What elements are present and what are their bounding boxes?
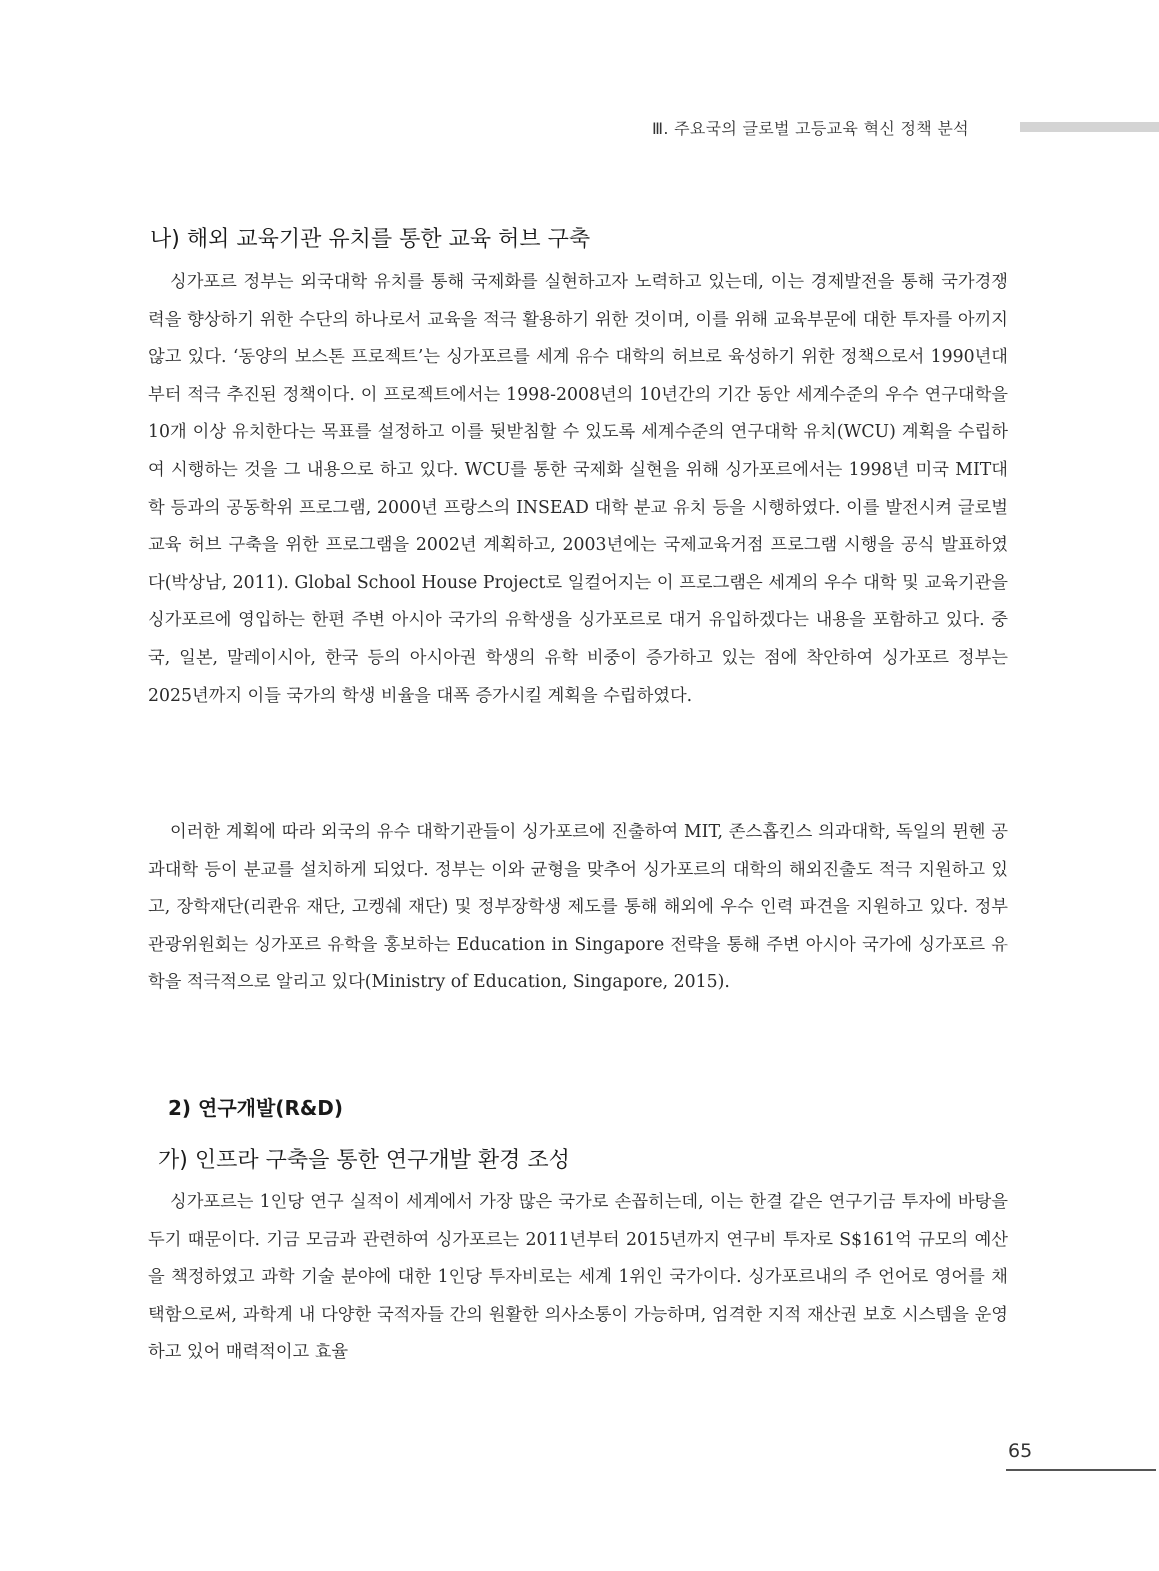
footer-rule (1006, 1469, 1156, 1471)
page-number: 65 (1008, 1440, 1033, 1462)
subsection-title-na: 나) 해외 교육기관 유치를 통한 교육 허브 구축 (150, 227, 591, 252)
header-decoration-bar (1020, 122, 1159, 132)
paragraph-education-hub-1: 싱가포르 정부는 외국대학 유치를 통해 국제화를 실현하고자 노력하고 있는데, 이는 경제발전을 통해 국가경쟁력을 향상하기 위한 수단의 하나로서 교육을 적극 활용하기 위한 것이며, 이를 위해 교육부문에 대한 투자를 아끼지 않고 있다. ‘동양의 보스톤 프로젝트’는 싱가포르를 세계 유수 대학의 허브로 육성하기 위한 정책으로서 1990년대부터 적극 추진된 정책이다. 이 프로젝트에서는 1998-2008년의 10년간의 기간 동안 세계수준의 우수 연구대학을 10개 이상 유치한다는 목표를 설정하고 이를 뒷받침할 수 있도록 세계수준의 연구대학 유치(WCU) 계획을 수립하여 시행하는 것을 그 내용으로 하고 있다. WCU를 통한 국제화 실현을 위해 싱가포르에서는 1998년 미국 MIT대학 등과의 공동학위 프로그램, 2000년 프랑스의 INSEAD 대학 분교 유치 등을 시행하였다. 이를 발전시켜 글로벌 교육 허브 구축을 위한 프로그램을 2002년 계획하고, 2003년에는 국제교육거점 프로그램 시행을 공식 발표하였다(박상남, 2011). Global School House Project로 일컬어지는 이 프로그램은 세계의 우수 대학 및 교육기관을 싱가포르에 영입하는 한편 주변 아시아 국가의 유학생을 싱가포르로 대거 유입하겠다는 내용을 포함하고 있다. 중국, 일본, 말레이시아, 한국 등의 아시아권 학생의 유학 비중이 증가하고 있는 점에 착안하여 싱가포르 정부는 2025년까지 이들 국가의 학생 비율을 대폭 증가시킬 계획을 수립하였다. (148, 272, 1008, 706)
subsection-title-ga: 가) 인프라 구축을 통한 연구개발 환경 조성 (158, 1148, 570, 1173)
paragraph-rnd-infrastructure: 싱가포르는 1인당 연구 실적이 세계에서 가장 많은 국가로 손꼽히는데, 이는 한결 같은 연구기금 투자에 바탕을 두기 때문이다. 기금 모금과 관련하여 싱가포르는 2011년부터 2015년까지 연구비 투자로 S$161억 규모의 예산을 책정하였고 과학 기술 분야에 대한 1인당 투자비로는 세계 1위인 국가이다. 싱가포르내의 주 언어로 영어를 채택함으로써, 과학계 내 다양한 국적자들 간의 원활한 의사소통이 가능하며, 엄격한 지적 재산권 보호 시스템을 운영하고 있어 매력적이고 효율 (148, 1192, 1008, 1363)
running-header: Ⅲ. 주요국의 글로벌 고등교육 혁신 정책 분석 (652, 119, 969, 138)
section-title-rnd: 2) 연구개발(R&D) (168, 1096, 344, 1120)
paragraph-education-hub-2: 이러한 계획에 따라 외국의 유수 대학기관들이 싱가포르에 진출하여 MIT, 존스홉킨스 의과대학, 독일의 뮌헨 공과대학 등이 분교를 설치하게 되었다. 정부는 이와 균형을 맞추어 싱가포르의 대학의 해외진출도 적극 지원하고 있고, 장학재단(리콴유 재단, 고켕쉐 재단) 및 정부장학생 제도를 통해 해외에 우수 인력 파견을 지원하고 있다. 정부 관광위원회는 싱가포르 유학을 홍보하는 Education in Singapore 전략을 통해 주변 아시아 국가에 싱가포르 유학을 적극적으로 알리고 있다(Ministry of Education, Singapore, 2015). (148, 822, 1008, 993)
